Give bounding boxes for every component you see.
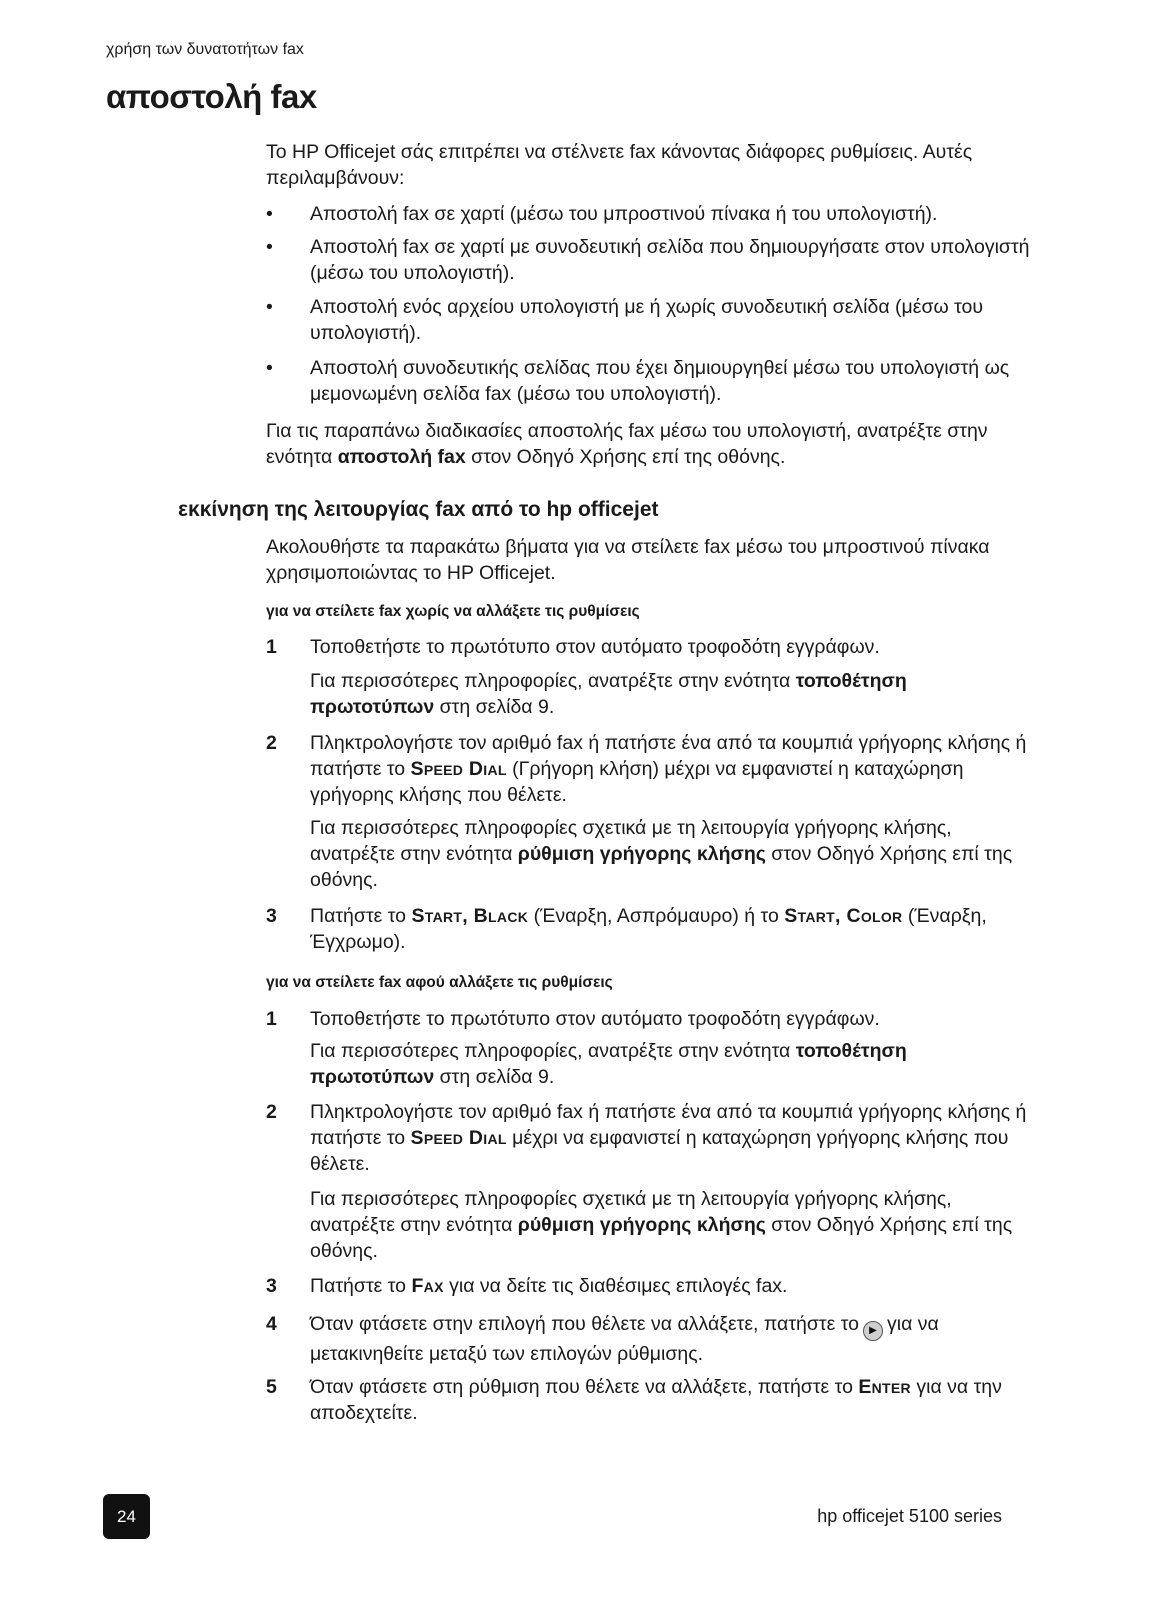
- step-number: 4: [266, 1313, 277, 1335]
- section-intro: Ακολουθήστε τα παρακάτω βήματα για να στείλετε fax μέσω του μπροστινού πίνακα χρησιμοποιώντας το HP Officejet.: [266, 536, 990, 584]
- step-number: 2: [266, 732, 277, 754]
- page-title: αποστολή fax: [106, 78, 317, 115]
- speed-dial-key: Speed Dial: [410, 1127, 507, 1149]
- section-heading: εκκίνηση της λειτουργίας fax από το hp officejet: [178, 498, 659, 521]
- step-number: 2: [266, 1101, 277, 1123]
- step-note: Για περισσότερες πληροφορίες σχετικά με τη λειτουργία γρήγορης κλήσης, ανατρέξτε στην ενότητα ρύθμιση γρήγορης κλήσης στον Οδηγό Χρήσης επί της οθόνης.: [310, 1188, 1013, 1262]
- running-header: χρήση των δυνατοτήτων fax: [106, 41, 304, 58]
- step-note: Για περισσότερες πληροφορίες, ανατρέξτε στην ενότητα τοποθέτηση πρωτοτύπων στη σελίδα 9.: [310, 1040, 907, 1088]
- right-arrow-button-icon: ▶: [863, 1321, 883, 1341]
- reference-link-text: αποστολή fax: [337, 446, 466, 468]
- footer-product-name: hp officejet 5100 series: [817, 1506, 1002, 1526]
- step-note: Για περισσότερες πληροφορίες, ανατρέξτε στην ενότητα τοποθέτηση πρωτοτύπων στη σελίδα 9.: [310, 670, 907, 718]
- subsection-heading: για να στείλετε fax αφού αλλάξετε τις ρυθμίσεις: [266, 974, 613, 991]
- bullet-icon: •: [266, 296, 273, 318]
- step-number: 5: [266, 1376, 277, 1398]
- start-black-key: Start, Black: [411, 905, 529, 927]
- speed-dial-key: Speed Dial: [410, 758, 507, 780]
- bullet-icon: •: [266, 203, 273, 225]
- step-number: 1: [266, 636, 277, 658]
- bullet-icon: •: [266, 357, 273, 379]
- subsection-heading: για να στείλετε fax χωρίς να αλλάξετε τις ρυθμίσεις: [266, 603, 640, 620]
- enter-key: Enter: [858, 1376, 911, 1398]
- start-color-key: Start, Color: [784, 905, 903, 927]
- page-number: 24: [103, 1494, 150, 1539]
- step-note: Για περισσότερες πληροφορίες σχετικά με τη λειτουργία γρήγορης κλήσης, ανατρέξτε στην ενότητα ρύθμιση γρήγορης κλήσης στον Οδηγό Χρήσης επί της οθόνης.: [310, 817, 1013, 891]
- intro-paragraph: Το HP Officejet σάς επιτρέπει να στέλνετε fax κάνοντας διάφορες ρυθμίσεις. Αυτές περιλαμβάνουν:: [266, 141, 973, 189]
- bullet-icon: •: [266, 236, 273, 258]
- step-number: 1: [266, 1008, 277, 1030]
- fax-key: Fax: [411, 1275, 444, 1297]
- step-number: 3: [266, 1275, 277, 1297]
- step-number: 3: [266, 905, 277, 927]
- reference-paragraph: Για τις παραπάνω διαδικασίες αποστολής fax μέσω του υπολογιστή, ανατρέξτε στην ενότητα αποστολή fax στον Οδηγό Χρήσης επί της οθόνης.: [266, 420, 988, 468]
